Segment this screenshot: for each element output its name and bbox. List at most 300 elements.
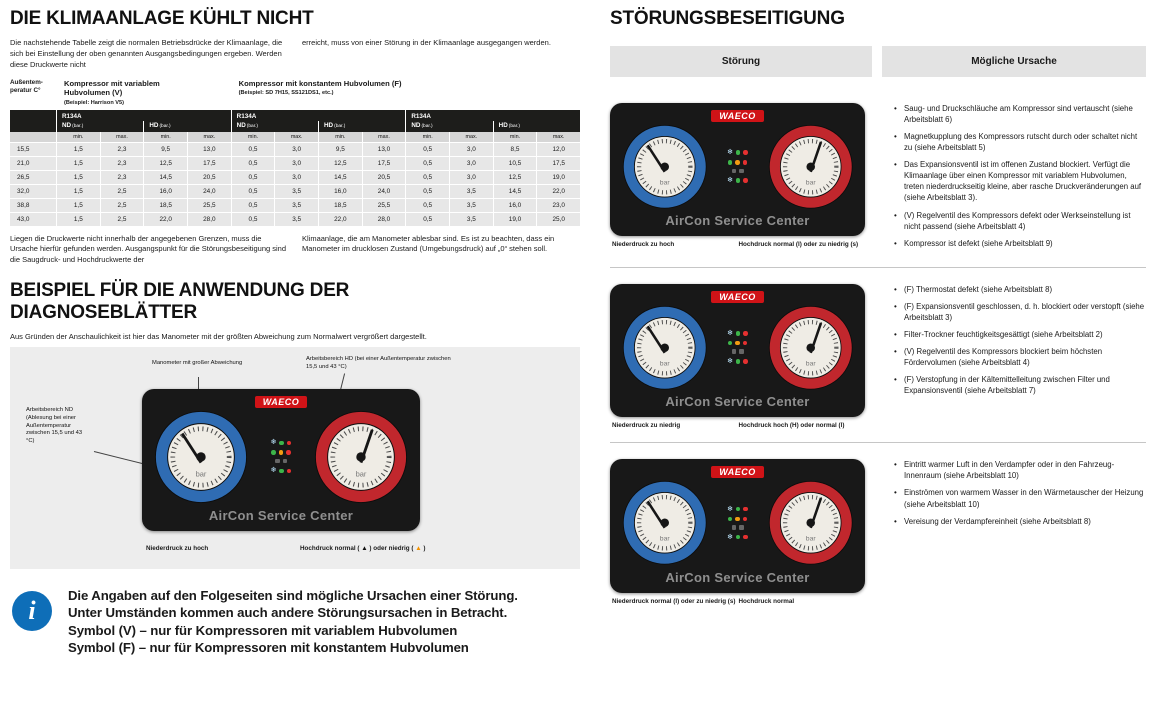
causes-list (893, 284, 1146, 431)
waeco-logo-text: WAECO (255, 396, 308, 408)
red-led-icon (286, 450, 291, 455)
cause-item: • Einströmen von warmem Wasser in den Wärmetauscher der Heizung (siehe Arbeitsblatt 10) (893, 487, 1146, 509)
pressure-value-cell: 3,0 (449, 157, 493, 170)
orange-led-icon (279, 450, 284, 455)
pressure-value-cell: 3,0 (274, 157, 318, 170)
high-pressure-caption: Hochdruck normal (738, 597, 795, 605)
pressure-value-cell: 1,5 (56, 171, 100, 184)
panel-brand-label (622, 393, 853, 411)
svg-text:bar: bar (195, 469, 207, 479)
cause-item: • (V) Regelventil des Kompressors defekt oder Werkseinstellung ist nicht passend (siehe Arbeitsblatt 4) (893, 210, 1146, 232)
temperature-cell: 32,0 (17, 187, 30, 195)
pressure-value-cell: 17,5 (362, 157, 406, 170)
empty-cell (10, 110, 56, 121)
snowflake-icon: ❄ (727, 533, 733, 541)
pressure-value-cell: 14,5 (493, 185, 537, 198)
info-line: Die Angaben auf den Folgeseiten sind mögliche Ursachen einer Störung. (68, 587, 518, 603)
green-led-icon (279, 469, 284, 474)
pressure-value-cell: 2,3 (100, 143, 144, 156)
waeco-logo (154, 396, 408, 408)
svg-text:bar: bar (805, 179, 816, 187)
pressure-value-cell: 9,5 (143, 143, 187, 156)
low-pressure-gauge (622, 480, 707, 565)
pressure-value-cell: 3,5 (449, 213, 493, 226)
aircon-service-center-panel (610, 284, 865, 417)
pressure-value-cell: 12,5 (493, 171, 537, 184)
low-pressure-caption: Niederdruck zu niedrig (612, 422, 681, 430)
switch-icon (732, 525, 737, 530)
pressure-value-cell: 25,0 (536, 213, 580, 226)
cause-item: • Eintritt warmer Luft in den Verdampfer oder in den Fahrzeug-Innenraum (siehe Arbeitsblatt 10) (893, 459, 1146, 481)
operating-pressure-table (10, 79, 580, 226)
group-constant-header (231, 79, 580, 96)
aircon-service-center-panel (610, 103, 865, 236)
pressure-value-cell: 2,5 (100, 199, 144, 212)
low-pressure-gauge (154, 410, 248, 504)
figure-caption-high (300, 545, 426, 552)
pressure-value-cell: 9,5 (318, 143, 362, 156)
pressure-value-cell: 3,5 (274, 199, 318, 212)
pressure-value-cell: 1,5 (56, 157, 100, 170)
fault-row (610, 443, 1146, 618)
max-label: max. (362, 132, 406, 142)
pressure-value-cell: 24,0 (362, 185, 406, 198)
pressure-value-cell: 3,0 (274, 171, 318, 184)
pressure-value-cell: 0,5 (231, 199, 275, 212)
led-row (271, 439, 292, 446)
pressure-value-cell: 22,0 (318, 213, 362, 226)
waeco-logo-text: WAECO (711, 110, 764, 122)
green-led-icon (736, 150, 741, 155)
switch-icon (739, 169, 744, 174)
bar-unit: (bar.) (334, 123, 346, 129)
waeco-logo (622, 291, 853, 303)
red-led-icon (743, 178, 748, 183)
red-led-icon (743, 150, 748, 155)
fault-gauge-image (610, 103, 865, 255)
pressure-value-cell: 14,5 (143, 171, 187, 184)
low-pressure-gauge (622, 124, 707, 209)
hd-header (318, 121, 405, 132)
refrigerant-label: R134A (405, 110, 580, 121)
aircon-service-center-panel (142, 389, 420, 531)
temperature-cell: 26,5 (17, 173, 30, 181)
pressure-value-cell: 14,5 (318, 171, 362, 184)
min-label: min. (56, 132, 100, 142)
minmax-header-row (10, 132, 580, 142)
led-row (728, 341, 748, 346)
green-led-icon (736, 359, 741, 364)
high-pressure-caption: Hochdruck hoch (H) oder normal (l) (738, 422, 845, 430)
snowflake-icon: ❄ (727, 177, 733, 185)
pressure-value-cell: 12,0 (536, 143, 580, 156)
min-label: min. (318, 132, 362, 142)
pressure-table-row (10, 142, 580, 156)
nd-header (405, 121, 492, 132)
hd-label: HD (324, 121, 334, 129)
info-icon: i (12, 591, 52, 631)
min-label: min. (493, 132, 537, 142)
section-title-stoerungsbeseitigung: STÖRUNGSBESEITIGUNG (610, 8, 845, 29)
low-pressure-caption: Niederdruck normal (l) oder zu niedrig (s) (612, 597, 736, 605)
pressure-value-cell: 20,5 (187, 171, 231, 184)
pressure-table-row (10, 198, 580, 212)
pressure-value-cell: 22,0 (536, 185, 580, 198)
pressure-value-cell: 19,0 (536, 171, 580, 184)
switch-icon (732, 169, 737, 174)
pressure-table-body (10, 142, 580, 226)
red-led-icon (743, 341, 748, 346)
pressure-value-cell: 0,5 (405, 199, 449, 212)
info-line: Unter Umständen kommen auch andere Störungsursachen in Betracht. (68, 605, 508, 621)
led-row (727, 358, 748, 365)
pressure-value-cell: 16,0 (493, 199, 537, 212)
indicator-lights (727, 149, 748, 184)
info-note (10, 587, 580, 657)
info-text (68, 587, 518, 657)
bar-unit: (bar.) (246, 123, 258, 129)
caption-text: ) oder niedrig ( (367, 544, 416, 552)
pressure-value-cell: 3,5 (449, 199, 493, 212)
pressure-value-cell: 0,5 (405, 213, 449, 226)
pressure-value-cell: 22,0 (143, 213, 187, 226)
pressure-value-cell: 18,5 (143, 199, 187, 212)
snowflake-icon: ❄ (727, 505, 733, 513)
refrigerant-header-row (10, 110, 580, 121)
pressure-value-cell: 18,5 (318, 199, 362, 212)
figure-caption-low: Niederdruck zu hoch (146, 544, 209, 552)
temp-header-line2: peratur C° (10, 86, 41, 94)
max-label: max. (187, 132, 231, 142)
section-title-klimaanlage: DIE KLIMAANLAGE KÜHLT NICHT (10, 8, 314, 29)
pressure-value-cell: 23,0 (536, 199, 580, 212)
nd-label: ND (62, 121, 72, 129)
pressure-value-cell: 28,0 (187, 213, 231, 226)
red-led-icon (743, 517, 748, 522)
led-row (732, 169, 744, 174)
temp-header-line1: Außentem- (10, 78, 43, 86)
bar-unit: (bar.) (72, 123, 84, 129)
fault-column-header: Störung (610, 46, 872, 77)
pressure-value-cell: 0,5 (231, 213, 275, 226)
pressure-value-cell: 3,0 (449, 171, 493, 184)
gauge-row (622, 305, 853, 390)
example-text: Aus Gründen der Anschaulichkeit ist hier das Manometer mit der größten Abweichung zum Normalwert vergrößert dargestellt. (10, 331, 427, 341)
snowflake-icon: ❄ (270, 439, 277, 447)
cause-item: • Vereisung der Verdampfereinheit (siehe Arbeitsblatt 8) (893, 516, 1146, 527)
hd-label: HD (498, 121, 508, 129)
green-led-icon (279, 441, 284, 446)
waeco-logo (622, 466, 853, 478)
cause-item: • (V) Regelventil des Kompressors blockiert beim höchsten Fördervolumen (siehe Arbeitsblatt 4) (893, 346, 1146, 368)
nd-label: ND (411, 121, 421, 129)
pressure-value-cell: 0,5 (231, 157, 275, 170)
pressure-table-row (10, 170, 580, 184)
pressure-value-cell: 13,0 (362, 143, 406, 156)
pressure-value-cell: 28,0 (362, 213, 406, 226)
green-led-icon (271, 450, 276, 455)
panel-slot (610, 459, 865, 592)
panel-brand-label (154, 507, 408, 525)
label-arbeitsbereich-hd: Arbeitsbereich HD (bei einer Außentemperatur zwischen 15,5 und 43 °C) (306, 355, 451, 370)
min-label: min. (231, 132, 275, 142)
indicator-lights (727, 330, 748, 365)
svg-text:bar: bar (355, 469, 367, 479)
nd-header (56, 121, 143, 132)
intro-paragraphs (10, 38, 580, 71)
high-pressure-gauge (314, 410, 408, 504)
hd-label: HD (149, 121, 159, 129)
empty-cell (10, 132, 56, 142)
pressure-value-cell: 16,0 (143, 185, 187, 198)
red-led-icon (743, 535, 748, 540)
gauge-row (622, 480, 853, 565)
label-arbeitsbereich-nd: Arbeitsbereich ND (Ablesung bei einer Außentemperatur zwischen 15,5 und 43 °C) (26, 406, 83, 445)
group-variable-header (56, 79, 231, 106)
green-led-icon (736, 535, 741, 540)
snowflake-icon: ❄ (727, 329, 733, 337)
panel-slot (610, 284, 865, 417)
diagnosis-example-figure (10, 347, 580, 569)
red-led-icon (743, 331, 748, 336)
panel-brand-label (622, 212, 853, 230)
pressure-value-cell: 0,5 (405, 157, 449, 170)
cause-item: • (F) Verstopfung in der Kältemittelleitung zwischen Filter und Expansionsventil (siehe Arbeitsblatt 7) (893, 374, 1146, 396)
high-pressure-gauge (768, 480, 853, 565)
temperature-cell: 21,0 (17, 159, 30, 167)
red-led-icon (743, 160, 748, 165)
aircon-service-center-text: AirCon Service Center (665, 394, 810, 410)
green-led-icon (736, 507, 741, 512)
panel-brand-label (622, 569, 853, 587)
pressure-value-cell: 25,5 (187, 199, 231, 212)
gauge-row (622, 124, 853, 209)
pressure-table-row (10, 156, 580, 170)
green-led-icon (728, 517, 733, 522)
waeco-logo (622, 110, 853, 122)
pressure-value-cell: 10,5 (493, 157, 537, 170)
svg-text:bar: bar (805, 360, 816, 368)
waeco-logo-text: WAECO (711, 466, 764, 478)
causes-list (893, 103, 1146, 255)
temp-column-header (10, 79, 56, 95)
low-pressure-caption: Niederdruck zu hoch (612, 241, 675, 249)
group1-title: Kompressor mit variablem Hubvolumen (V) (64, 78, 160, 98)
svg-text:bar: bar (805, 536, 816, 544)
pressure-value-cell: 3,0 (274, 143, 318, 156)
switch-icon (275, 459, 280, 464)
svg-text:bar: bar (659, 360, 670, 368)
aircon-service-center-text: AirCon Service Center (665, 569, 810, 585)
max-label: max. (274, 132, 318, 142)
fault-row (610, 268, 1146, 443)
max-label: max. (100, 132, 144, 142)
pressure-value-cell: 1,5 (56, 185, 100, 198)
right-column (592, 0, 1152, 702)
hd-header (143, 121, 230, 132)
aircon-service-center-text: AirCon Service Center (208, 507, 354, 523)
svg-text:bar: bar (659, 536, 670, 544)
switch-icon (283, 459, 288, 464)
red-led-icon (287, 441, 292, 446)
pressure-value-cell: 2,3 (100, 171, 144, 184)
high-pressure-gauge (768, 305, 853, 390)
svg-text:bar: bar (659, 179, 670, 187)
led-row (271, 467, 292, 474)
led-row (728, 160, 748, 165)
gauge-captions (610, 241, 865, 249)
ndhd-header-row (10, 121, 580, 132)
cause-item: • Filter-Trockner feuchtigkeitsgesättigt (siehe Arbeitsblatt 2) (893, 329, 1146, 340)
pressure-value-cell: 12,5 (143, 157, 187, 170)
group1-subtitle: (Beispiel: Harrison V5) (64, 99, 124, 106)
fault-rows (610, 87, 1146, 618)
led-row (732, 349, 744, 354)
fault-gauge-image (610, 459, 865, 606)
hd-header (493, 121, 580, 132)
intro-col1: Die nachstehende Tabelle zeigt die normalen Betriebsdrücke der Klimaanlage, die sich bei Einstellung der oben genannten Ausgangsbedingungen ergeben. Werden diese Druckwerte nicht (10, 38, 283, 69)
cause-column-header: Mögliche Ursache (882, 46, 1146, 77)
min-label: min. (143, 132, 187, 142)
switch-icon (739, 525, 744, 530)
pressure-value-cell: 24,0 (187, 185, 231, 198)
pressure-value-cell: 19,0 (493, 213, 537, 226)
pressure-table-row (10, 184, 580, 198)
pressure-value-cell: 1,5 (56, 143, 100, 156)
pressure-value-cell: 2,3 (100, 157, 144, 170)
cause-item: • Das Expansionsventil ist im offenen Zustand blockiert. Verfügt die Klimaanlage über einen Kompressor mit variablem Hubvolumen, treten niederdruckseitig kleine, aber rasche Druckveränderungen auf (siehe Arbeitsblatt 3). (893, 159, 1146, 203)
pressure-value-cell: 0,5 (405, 171, 449, 184)
cause-item: • (F) Thermostat defekt (siehe Arbeitsblatt 8) (893, 284, 1146, 295)
pressure-table-row (10, 212, 580, 226)
fault-gauge-image (610, 284, 865, 431)
switch-icon (739, 349, 744, 354)
led-row (275, 459, 287, 464)
red-led-icon (287, 469, 292, 474)
group2-title: Kompressor mit konstantem Hubvolumen (F) (238, 78, 402, 88)
cause-item: • Saug- und Druckschläuche am Kompressor sind vertauscht (siehe Arbeitsblatt 6) (893, 103, 1146, 125)
pressure-value-cell: 20,5 (362, 171, 406, 184)
bar-unit: (bar.) (508, 123, 520, 129)
temperature-cell: 15,5 (17, 145, 30, 153)
triangle-orange-icon: ▲ (415, 544, 422, 552)
green-led-icon (736, 331, 741, 336)
max-label: max. (449, 132, 493, 142)
led-row (271, 450, 291, 455)
section-title-beispiel: BEISPIEL FÜR DIE ANWENDUNG DER DIAGNOSEBLÄTTER (10, 280, 350, 324)
switch-icon (732, 349, 737, 354)
max-label: max. (536, 132, 580, 142)
refrigerant-label: R134A (231, 110, 406, 121)
pressure-value-cell: 25,5 (362, 199, 406, 212)
led-row (727, 149, 748, 156)
high-pressure-gauge (768, 124, 853, 209)
low-pressure-gauge (622, 305, 707, 390)
snowflake-icon: ❄ (270, 467, 277, 475)
intro-col2: erreicht, muss von einer Störung in der Klimaanlage ausgegangen werden. (302, 38, 551, 47)
pressure-value-cell: 0,5 (405, 185, 449, 198)
cause-item: • (F) Expansionsventil geschlossen, d. h. blockiert oder verstopft (siehe Arbeitsblatt 3) (893, 301, 1146, 323)
indicator-lights (271, 439, 292, 474)
pressure-value-cell: 0,5 (405, 143, 449, 156)
pressure-value-cell: 2,5 (100, 185, 144, 198)
pressure-value-cell: 0,5 (231, 171, 275, 184)
orange-led-icon (735, 517, 740, 522)
pressure-value-cell: 3,5 (274, 213, 318, 226)
bar-unit: (bar.) (421, 123, 433, 129)
table-group-headers (10, 79, 580, 106)
led-row (728, 517, 748, 522)
after-col2: Klimaanlage, die am Manometer ablesbar sind. Es ist zu beachten, dass ein Manometer im drucklosen Zustand (Umgebungsdruck) auf „0“ stehen soll. (302, 233, 555, 254)
pressure-value-cell: 3,0 (449, 143, 493, 156)
temperature-cell: 43,0 (17, 215, 30, 223)
pressure-value-cell: 3,5 (449, 185, 493, 198)
gauge-captions (610, 598, 865, 606)
group2-subtitle: (Beispiel: SD 7H15, SS121DS1, etc.) (238, 90, 334, 97)
nd-header (231, 121, 318, 132)
triangle-black-icon: ▲ (361, 544, 368, 552)
led-row (727, 330, 748, 337)
pressure-value-cell: 12,5 (318, 157, 362, 170)
min-label: min. (405, 132, 449, 142)
pressure-value-cell: 1,5 (56, 213, 100, 226)
led-row (727, 506, 748, 513)
pressure-value-cell: 0,5 (231, 185, 275, 198)
snowflake-icon: ❄ (727, 149, 733, 157)
figure-panel-slot (142, 389, 420, 531)
refrigerant-label: R134A (56, 110, 231, 121)
info-line: Symbol (F) – nur für Kompressoren mit konstantem Hubvolumen (68, 640, 469, 656)
red-led-icon (743, 507, 748, 512)
fault-row (610, 87, 1146, 267)
caption-text: Hochdruck normal ( (300, 544, 362, 552)
panel-slot (610, 103, 865, 236)
nd-label: ND (236, 121, 246, 129)
caption-text: ) (421, 544, 426, 552)
fault-table-header (610, 46, 1146, 77)
waeco-logo-text: WAECO (711, 291, 764, 303)
aircon-service-center-text: AirCon Service Center (665, 213, 810, 229)
causes-list (893, 459, 1146, 606)
pressure-value-cell: 16,0 (318, 185, 362, 198)
led-row (727, 534, 748, 541)
pressure-value-cell: 8,5 (493, 143, 537, 156)
snowflake-icon: ❄ (727, 357, 733, 365)
orange-led-icon (735, 160, 740, 165)
aircon-service-center-panel (610, 459, 865, 592)
label-manometer: Manometer mit großer Abweichung (152, 359, 243, 366)
pressure-value-cell: 3,5 (274, 185, 318, 198)
temperature-cell: 38,8 (17, 201, 30, 209)
indicator-lights (727, 506, 748, 541)
cause-item: • Magnetkupplung des Kompressors rutscht durch oder schaltet nicht zu (siehe Arbeitsblatt 5) (893, 131, 1146, 153)
empty-cell (10, 121, 56, 132)
green-led-icon (728, 341, 733, 346)
after-table-paragraphs (10, 234, 580, 267)
green-led-icon (736, 178, 741, 183)
gauge-captions (610, 422, 865, 430)
led-row (732, 525, 744, 530)
info-line: Symbol (V) – nur für Kompressoren mit variablem Hubvolumen (68, 622, 458, 638)
pressure-value-cell: 1,5 (56, 199, 100, 212)
led-row (727, 177, 748, 184)
cause-item: • Kompressor ist defekt (siehe Arbeitsblatt 9) (893, 238, 1146, 249)
green-led-icon (728, 160, 733, 165)
pressure-value-cell: 2,5 (100, 213, 144, 226)
red-led-icon (743, 359, 748, 364)
after-col1: Liegen die Druckwerte nicht innerhalb der angegebenen Grenzen, muss die Ursache hierfür gefunden werden. Ausgangspunkt für die Störungsbeseitigung sind die Saugdruck- und Hochdruckwerte der (10, 233, 287, 265)
bar-unit: (bar.) (159, 123, 171, 129)
